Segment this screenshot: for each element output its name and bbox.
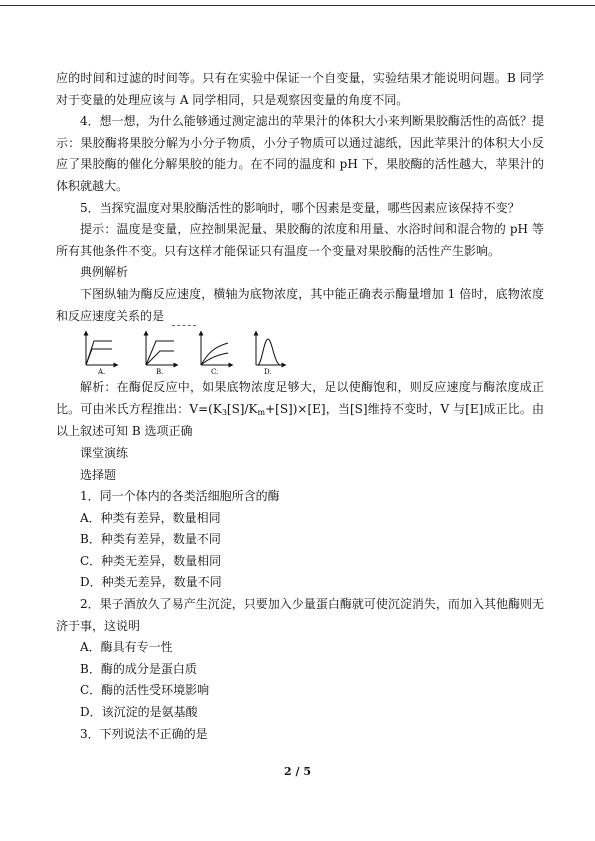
graph-label-a: A. — [98, 368, 106, 376]
graph-a — [86, 333, 116, 365]
heading-choice: 选择题 — [80, 467, 117, 482]
page-number: 2 / 5 — [284, 765, 311, 778]
paragraph-question-5-hint: 提示：温度是变量，应控制果泥量、果胶酶的浓度和用量、水浴时间和混合物的 pH 等所有其他条件不变。只有这样才能保证只有温度一个变量对果胶酶的活性产生影响。 — [56, 222, 544, 258]
question-1-stem: 1．同一个体内的各类活细胞所含的酶 — [80, 489, 280, 504]
question-1-option-a: A．种类有差异，数量相同 — [80, 510, 221, 525]
document-body — [56, 68, 544, 745]
question-2-stem: 2．果子酒放久了易产生沉淀，只要加入少量蛋白酶就可使沉淀消失，而加入其他酶则无济于事，这说明 — [56, 597, 544, 633]
paragraph-intro: 应的时间和过滤的时间等。只有在实验中保证一个自变量，实验结果才能说明问题。B 同学对于变量的处理应该与 A 同学相同，只是观察因变量的角度不同。 — [56, 71, 544, 107]
graph-b — [146, 333, 176, 365]
figure-dash-mark — [172, 325, 196, 327]
figure-enzyme-graphs — [56, 329, 544, 375]
analysis-text-2: [S]/K — [226, 401, 258, 416]
question-2-option-a: A．酶具有专一性 — [80, 640, 173, 655]
question-1-option-b: B．种类有差异，数量不同 — [80, 532, 221, 547]
paragraph-example: 下图纵轴为酶反应速度，横轴为底物浓度，其中能正确表示酶量增加 1 倍时，底物浓度和反应速度关系的是 — [56, 286, 544, 323]
graph-label-d: D. — [264, 368, 272, 376]
figure-svg — [56, 329, 296, 375]
question-3-stem: 3．下列说法不正确的是 — [80, 726, 208, 741]
analysis-text-1: 解析：在酶促反应中，如果底物浓度足够大，足以使酶饱和，则反应速度与酶浓度成正比。可由米氏方程推出：V=(K — [56, 380, 544, 416]
question-2-option-b: B．酶的成分是蛋白质 — [80, 661, 197, 676]
paragraph-analysis — [56, 377, 544, 443]
analysis-subscript-m: m — [257, 407, 266, 417]
paragraph-question-4: 4．想一想，为什么能够通过测定滤出的苹果汁的体积大小来判断果胶酶活性的高低？提示：果胶酶将果胶分解为小分子物质，小分子物质可以通过滤纸，因此苹果汁的体积大小反应了果胶酶的催化分解果胶的能力。在不同的温度和 pH 下，果胶酶的活性越大，苹果汁的体积就越大。 — [56, 114, 544, 193]
question-2-option-c: C．酶的活性受环境影响 — [80, 683, 210, 698]
analysis-subscript-3: 3 — [221, 407, 227, 417]
question-2-option-d: D．该沉淀的是氨基酸 — [80, 705, 198, 720]
paragraph-question-5: 5．当探究温度对果胶酶活性的影响时，哪个因素是变量，哪些因素应该保持不变？ — [80, 200, 520, 215]
heading-example: 典例解析 — [80, 265, 129, 280]
header-rule — [0, 5, 595, 6]
heading-practice: 课堂演练 — [80, 445, 129, 460]
graph-d — [256, 333, 284, 365]
graph-c — [201, 333, 231, 365]
graph-label-c: C. — [211, 368, 219, 376]
analysis-text-3: +[S])×[E]，当[S]维持不变时，V 与[E]成正比。由以上叙述可知 B 选项正确 — [56, 401, 545, 439]
graph-label-b: B. — [156, 368, 164, 376]
question-1-option-c: C．种类无差异，数量相同 — [80, 553, 222, 568]
question-1-option-d: D．种类无差异，数量不同 — [80, 575, 222, 590]
